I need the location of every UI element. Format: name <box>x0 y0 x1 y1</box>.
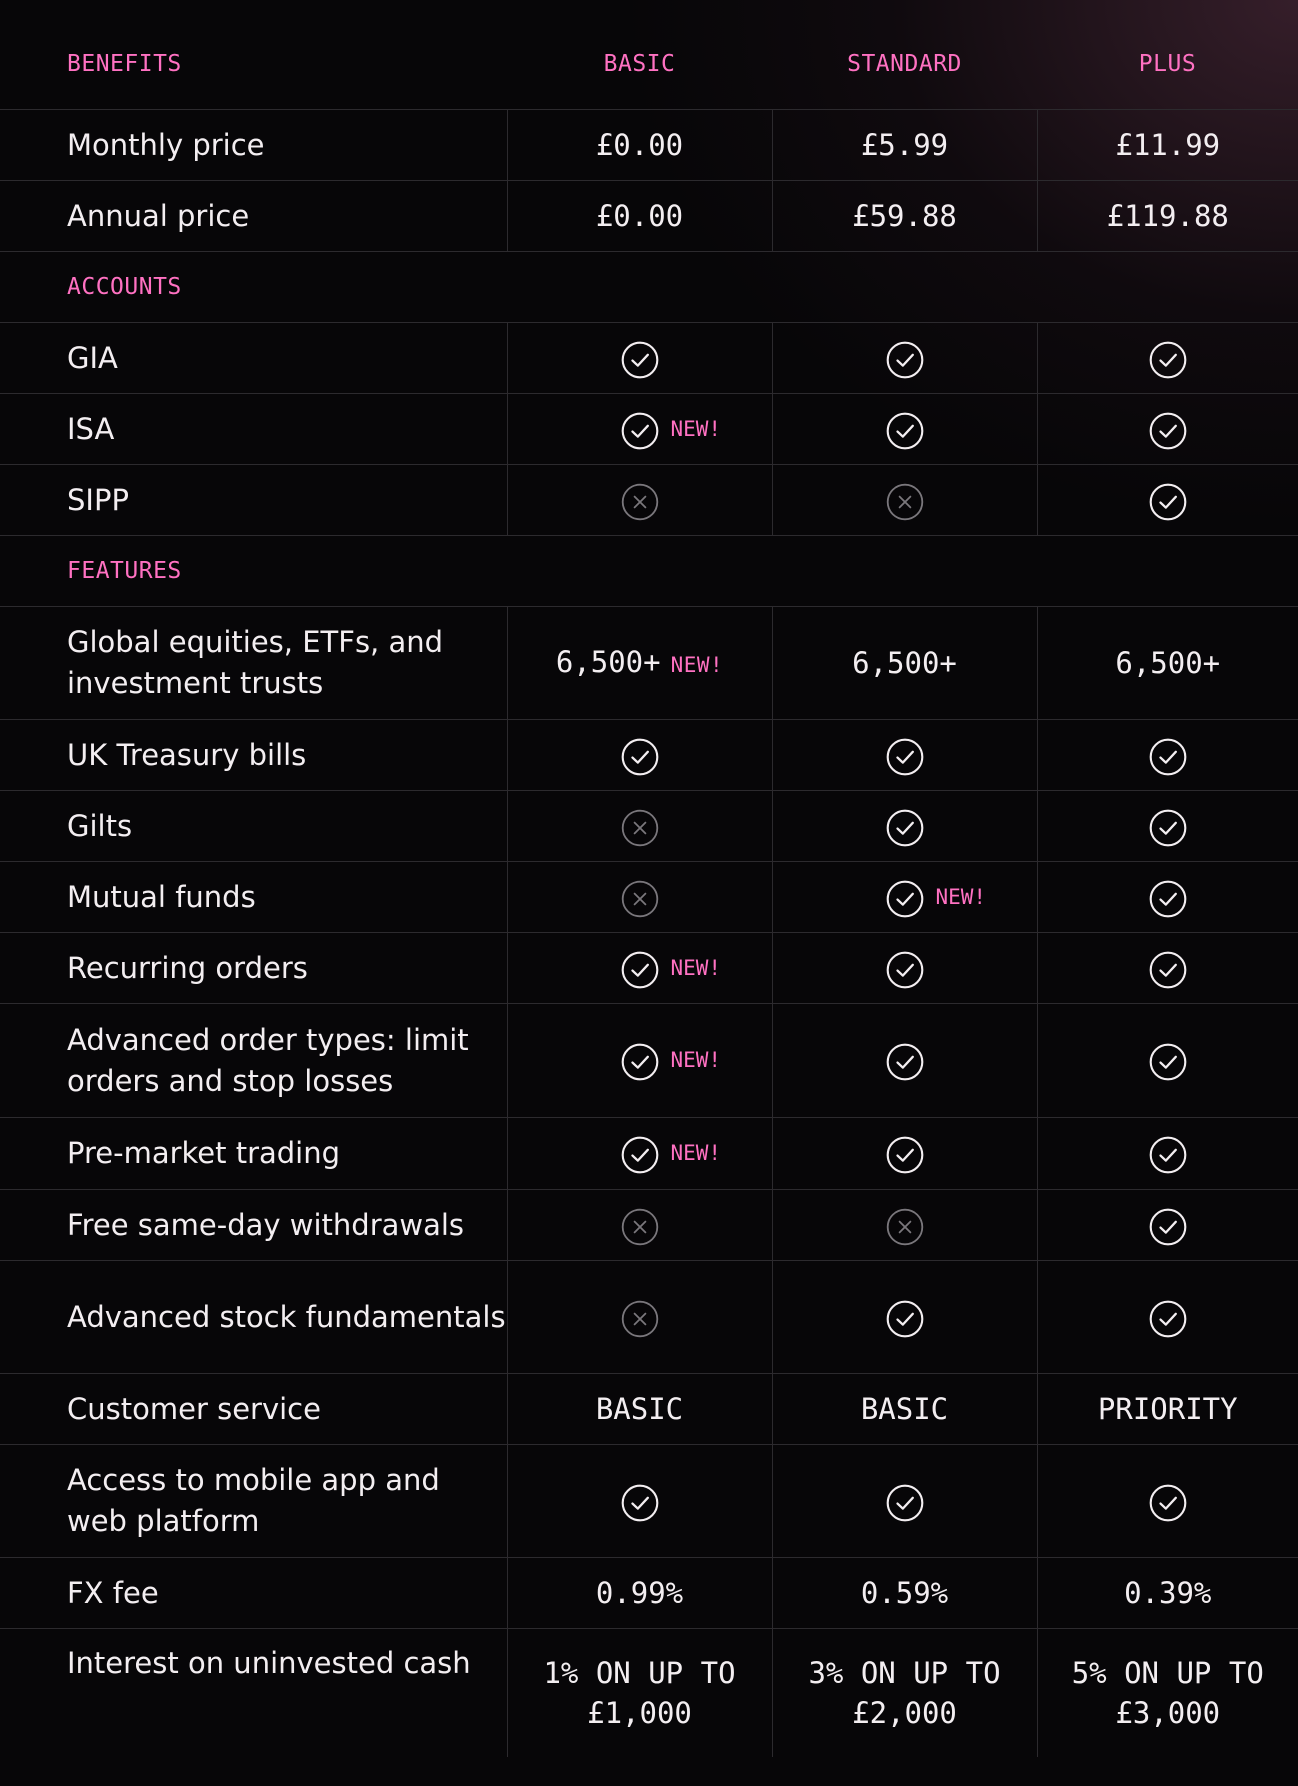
table-row-gia <box>0 323 1298 394</box>
row-label: Pre-market trading <box>0 1118 507 1190</box>
standard-monthly-price: £5.99 <box>772 110 1037 181</box>
row-label: SIPP <box>0 465 507 536</box>
table-row-stock-fundamentals <box>0 1261 1298 1374</box>
check-circle-icon <box>621 341 659 379</box>
check-circle-icon <box>886 809 924 847</box>
row-label: Access to mobile app and web platform <box>0 1445 507 1558</box>
standard-interest-cap: £2,000 <box>852 1695 957 1730</box>
x-circle-icon <box>621 1300 659 1338</box>
benefits-header: BENEFITS <box>67 50 182 77</box>
row-label: Annual price <box>0 181 507 252</box>
check-circle-icon <box>1149 1300 1187 1338</box>
new-badge: NEW! <box>670 1141 722 1165</box>
new-badge: NEW! <box>670 955 722 980</box>
basic-fx-fee: 0.99% <box>507 1558 772 1629</box>
table-row-gilts <box>0 791 1298 862</box>
standard-global-equities: 6,500+ <box>772 607 1037 720</box>
check-circle-icon <box>621 738 659 776</box>
new-badge: NEW! <box>935 884 987 909</box>
features-section-title: FEATURES <box>0 536 1298 607</box>
table-row-advanced-order-types <box>0 1004 1298 1118</box>
check-circle-icon <box>1149 483 1187 521</box>
check-circle-icon <box>886 1136 924 1174</box>
check-circle-icon <box>1149 1136 1187 1174</box>
table-header-row <box>0 0 1298 110</box>
table-row-fx-fee <box>0 1558 1298 1629</box>
check-circle-icon <box>1149 880 1187 918</box>
standard-plan-header: STANDARD <box>847 50 962 77</box>
table-row-global-equities <box>0 607 1298 720</box>
row-label: Interest on uninvested cash <box>0 1629 507 1757</box>
table-row-interest <box>0 1629 1298 1757</box>
row-label: Global equities, ETFs, and investment trusts <box>0 607 507 720</box>
check-circle-icon <box>1149 1484 1187 1522</box>
row-label: Gilts <box>0 791 507 862</box>
row-label: Advanced stock fundamentals <box>0 1261 507 1374</box>
table-row-sipp <box>0 465 1298 536</box>
table-row-mutual-funds <box>0 862 1298 933</box>
basic-customer-service: BASIC <box>507 1374 772 1445</box>
check-circle-icon <box>621 1136 659 1174</box>
check-circle-icon <box>1149 1208 1187 1246</box>
row-label: ISA <box>0 394 507 465</box>
accounts-section-title: ACCOUNTS <box>0 252 1298 323</box>
new-badge: NEW! <box>670 416 722 441</box>
check-circle-icon <box>886 951 924 989</box>
check-circle-icon <box>1149 412 1187 450</box>
row-label: GIA <box>0 323 507 394</box>
basic-interest-rate: 1% ON UP TO <box>543 1655 736 1690</box>
standard-customer-service: BASIC <box>772 1374 1037 1445</box>
plus-fx-fee: 0.39% <box>1037 1558 1298 1629</box>
table-row-monthly-price <box>0 110 1298 181</box>
check-circle-icon <box>621 412 659 450</box>
row-label: Mutual funds <box>0 862 507 933</box>
plus-annual-price: £119.88 <box>1037 181 1298 252</box>
table-row-treasury-bills <box>0 720 1298 791</box>
plus-customer-service: PRIORITY <box>1037 1374 1298 1445</box>
accounts-section-row <box>0 252 1298 323</box>
new-badge: NEW! <box>670 1048 722 1072</box>
check-circle-icon <box>1149 738 1187 776</box>
check-circle-icon <box>1149 341 1187 379</box>
basic-monthly-price: £0.00 <box>507 110 772 181</box>
row-label: Advanced order types: limit orders and stop losses <box>0 1004 507 1118</box>
x-circle-icon <box>886 1208 924 1246</box>
table-row-app-access <box>0 1445 1298 1558</box>
basic-plan-header: BASIC <box>603 50 676 77</box>
standard-interest-rate: 3% ON UP TO <box>808 1655 1001 1690</box>
check-circle-icon <box>886 1484 924 1522</box>
check-circle-icon <box>1149 809 1187 847</box>
row-label: Customer service <box>0 1374 507 1445</box>
row-label: Monthly price <box>0 110 507 181</box>
check-circle-icon <box>621 951 659 989</box>
table-row-customer-service <box>0 1374 1298 1445</box>
plus-global-equities: 6,500+ <box>1037 607 1298 720</box>
plus-plan-header: PLUS <box>1138 50 1197 77</box>
row-label: FX fee <box>0 1558 507 1629</box>
table-row-withdrawals <box>0 1190 1298 1261</box>
check-circle-icon <box>886 412 924 450</box>
check-circle-icon <box>1149 1043 1187 1081</box>
basic-global-equities: 6,500+ <box>555 644 661 679</box>
check-circle-icon <box>621 1484 659 1522</box>
x-circle-icon <box>621 483 659 521</box>
plus-monthly-price: £11.99 <box>1037 110 1298 181</box>
check-circle-icon <box>886 1043 924 1081</box>
x-circle-icon <box>621 880 659 918</box>
row-label: Recurring orders <box>0 933 507 1004</box>
check-circle-icon <box>1149 951 1187 989</box>
check-circle-icon <box>886 738 924 776</box>
check-circle-icon <box>886 880 924 918</box>
x-circle-icon <box>621 1208 659 1246</box>
row-label: Free same-day withdrawals <box>0 1190 507 1261</box>
basic-annual-price: £0.00 <box>507 181 772 252</box>
x-circle-icon <box>621 809 659 847</box>
row-label: UK Treasury bills <box>0 720 507 791</box>
check-circle-icon <box>886 341 924 379</box>
new-badge: NEW! <box>670 652 724 677</box>
standard-fx-fee: 0.59% <box>772 1558 1037 1629</box>
plus-interest-rate: 5% ON UP TO <box>1071 1655 1264 1690</box>
check-circle-icon <box>886 1300 924 1338</box>
table-row-isa <box>0 394 1298 465</box>
x-circle-icon <box>886 483 924 521</box>
plus-interest-cap: £3,000 <box>1115 1695 1221 1730</box>
table-row-pre-market <box>0 1118 1298 1190</box>
features-section-row <box>0 536 1298 607</box>
basic-interest-cap: £1,000 <box>587 1695 692 1730</box>
check-circle-icon <box>621 1043 659 1081</box>
standard-annual-price: £59.88 <box>772 181 1037 252</box>
table-row-annual-price <box>0 181 1298 252</box>
table-row-recurring-orders <box>0 933 1298 1004</box>
